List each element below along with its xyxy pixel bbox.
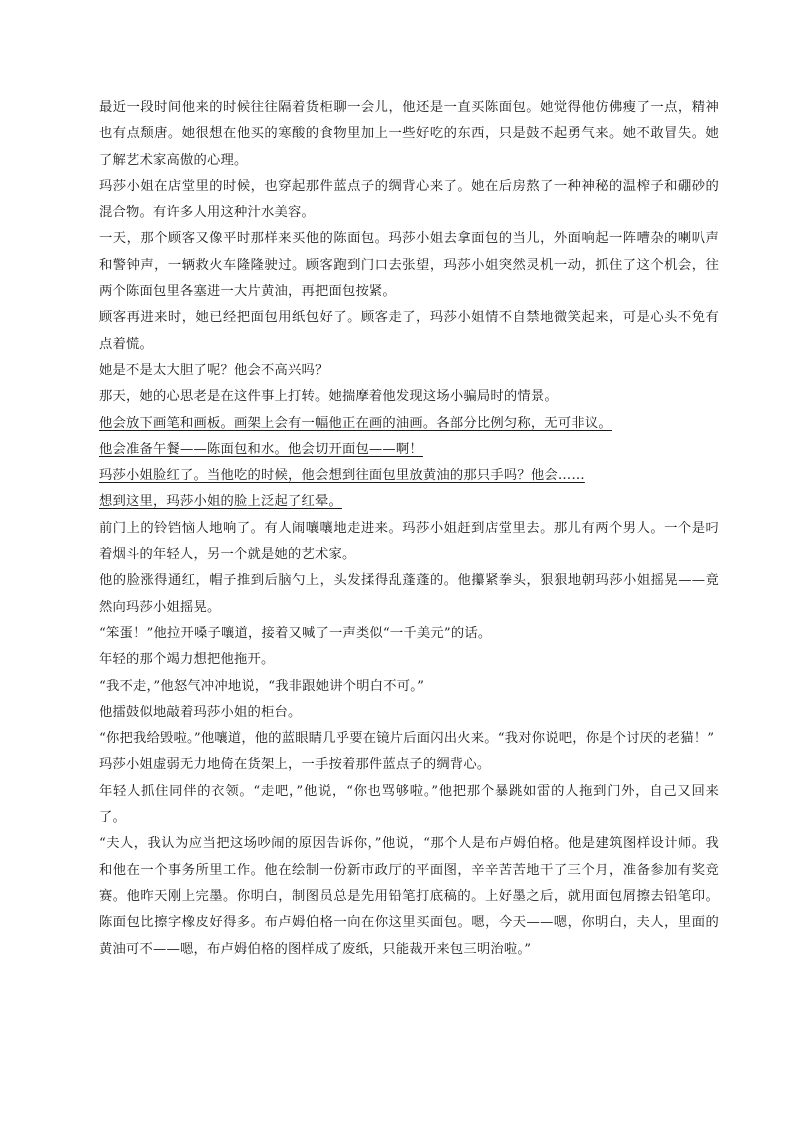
paragraph-14: 年轻的那个竭力想把他拖开。 [99, 652, 275, 668]
paragraph-1: 最近一段时间他来的时候往往隔着货柜聊一会儿，他还是一直买陈面包。她觉得他仿佛瘦了一点，精神也有点颓唐。她很想在他买的寒酸的食物里加上一些好吃的东西，只是鼓不起勇气来。她不敢冒失。她了解艺术家高傲的心理。 [99, 100, 719, 168]
paragraph-20: “夫人，我认为应当把这场吵闹的原因告诉你，”他说，“那个人是布卢姆伯格。他是建筑图样设计师。我和他在一个事务所里工作。他在绘制一份新市政厅的平面图，辛辛苦苦地干了三个月，准备参加有奖竞赛。他昨天刚上完墨。你明白，制图员总是先用铅笔打底稿的。上好墨之后，就用面包屑擦去铅笔印。陈面包比擦字橡皮好得多。布卢姆伯格一向在你这里买面包。嗯，今天——嗯，你明白，夫人，里面的黄油可不——嗯，布卢姆伯格的图样成了废纸，只能裁开来包三明治啦。” [99, 836, 719, 957]
paragraph-13: “笨蛋！”他拉开嗓子嚷道，接着又喊了一声类似“一千美元”的话。 [99, 625, 492, 641]
paragraph-3: 一天，那个顾客又像平时那样来买他的陈面包。玛莎小姐去拿面包的当儿，外面响起一阵嘈杂的喇叭声和警钟声，一辆救火车隆隆驶过。顾客跑到门口去张望，玛莎小姐突然灵机一动，抓住了这个机会，往两个陈面包里各塞进一大片黄油，再把面包按紧。 [99, 231, 719, 300]
paragraph-5: 她是不是太大胆了呢？他会不高兴吗？ [99, 362, 329, 378]
underlined-paragraph-7: 他会放下画笔和画板。画架上会有一幅他正在画的油画。各部分比例匀称，无可非议。 [99, 415, 612, 431]
paragraph-19: 年轻人抓住同伴的衣领。“走吧，”他说，“你也骂够啦。”他把那个暴跳如雷的人拖到门外，自己又回来了。 [99, 783, 719, 826]
underlined-paragraph-10: 想到这里，玛莎小姐的脸上泛起了红晕。 [99, 494, 342, 510]
paragraph-12: 他的脸涨得通红，帽子推到后脑勺上，头发揉得乱蓬蓬的。他攥紧拳头，狠狠地朝玛莎小姐摇晃——竟然向玛莎小姐摇晃。 [99, 573, 719, 615]
paragraph-4: 顾客再进来时，她已经把面包用纸包好了。顾客走了，玛莎小姐情不自禁地微笑起来，可是心头不免有点着慌。 [99, 310, 719, 352]
paragraph-15: “我不走，”他怒气冲冲地说，“我非跟她讲个明白不可。” [99, 678, 425, 694]
paragraph-11: 前门上的铃铛恼人地响了。有人闹嚷嚷地走进来。玛莎小姐赶到店堂里去。那儿有两个男人。一个是叼着烟斗的年轻人，另一个就是她的艺术家。 [99, 520, 719, 563]
paragraph-17: “你把我给毁啦。”他嚷道，他的蓝眼睛几乎要在镜片后面闪出火来。“我对你说吧，你是个讨厌的老猫！” [99, 731, 715, 747]
underlined-paragraph-9: 玛莎小姐脸红了。当他吃的时候，他会想到往面包里放黄油的那只手吗？他会…… [99, 468, 585, 484]
paragraph-2: 玛莎小姐在店堂里的时候，也穿起那件蓝点子的绸背心来了。她在后房熬了一种神秘的温榨子和硼砂的混合物。有许多人用这种汁水美容。 [99, 178, 719, 221]
paragraph-18: 玛莎小姐虚弱无力地倚在货架上，一手按着那件蓝点子的绸背心。 [99, 757, 491, 773]
paragraph-6: 那天，她的心思老是在这件事上打转。她揣摩着他发现这场小骗局时的情景。 [99, 389, 558, 405]
story-text [99, 95, 719, 963]
underlined-paragraph-8: 他会准备午餐——陈面包和水。他会切开面包——啊！ [99, 441, 423, 457]
paragraph-16: 他擂鼓似地敲着玛莎小姐的柜台。 [99, 704, 302, 720]
